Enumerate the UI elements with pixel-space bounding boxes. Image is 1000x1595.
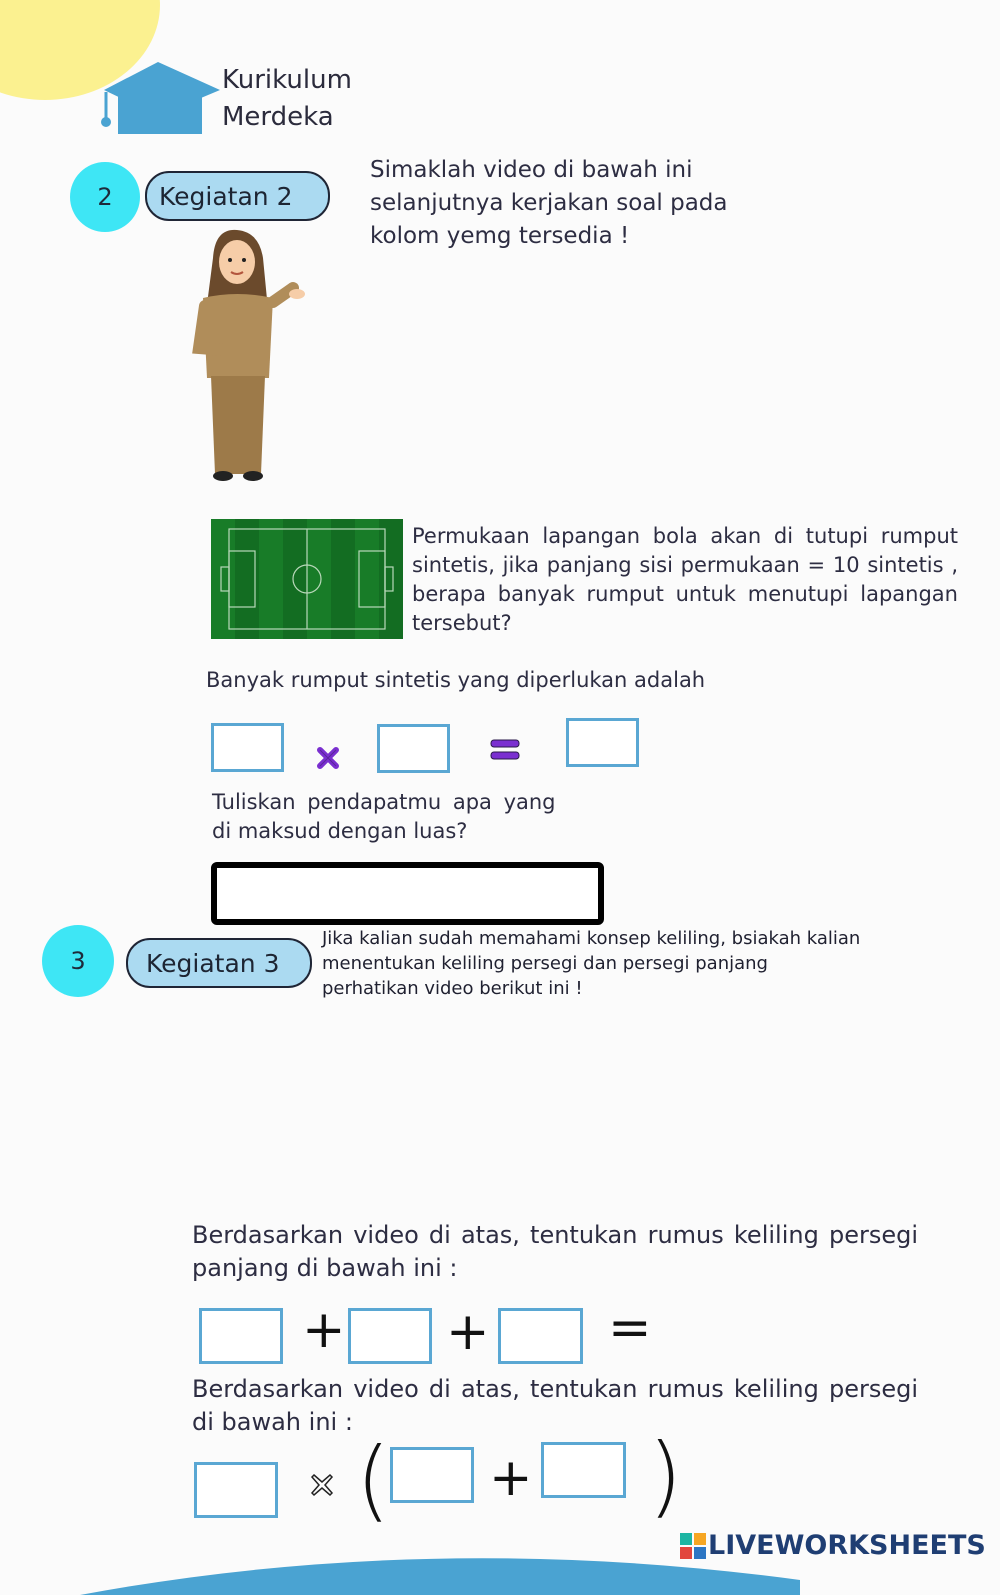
instruction-line-2: selanjutnya kerjakan soal pada: [370, 190, 728, 216]
liveworksheets-logo: [680, 1530, 986, 1561]
multiply-icon: [316, 746, 340, 770]
square-answer-box-1[interactable]: [194, 1462, 278, 1518]
plus-sign-3: +: [489, 1448, 533, 1508]
rect-answer-box-2[interactable]: [348, 1308, 432, 1364]
multiply-outline-icon: [309, 1472, 335, 1498]
liveworksheets-logo-text: LIVEWORKSHEETS: [708, 1530, 986, 1561]
brand-line-2: Merdeka: [222, 102, 334, 132]
instruction-line-1: Simaklah video di bawah ini: [370, 157, 693, 183]
answer-box-2[interactable]: [377, 724, 450, 773]
opinion-answer-field[interactable]: [211, 862, 604, 925]
plus-sign-2: +: [446, 1302, 490, 1362]
square-answer-box-2[interactable]: [390, 1447, 474, 1503]
plus-sign-1: +: [302, 1300, 346, 1360]
opinion-question: [212, 788, 556, 846]
equals-icon: [490, 738, 520, 762]
intro-line-2: menentukan keliling persegi dan persegi panjang: [322, 953, 768, 974]
football-field-image: [211, 519, 403, 639]
rectangle-perimeter-question: Berdasarkan video di atas, tentukan rumus keliling persegi panjang di bawah ini :: [192, 1221, 918, 1282]
brand-line-1: Kurikulum: [222, 65, 352, 95]
activity-2-instruction: [370, 154, 790, 253]
brand-title: [222, 62, 352, 136]
intro-line-1: Jika kalian sudah memahami konsep keliling, bsiakah kalian: [322, 928, 861, 949]
activity-2-number-badge: 2: [70, 162, 140, 232]
rect-answer-box-3[interactable]: [498, 1308, 583, 1364]
opinion-line-1: Tuliskan pendapatmu apa yang: [212, 790, 556, 814]
field-question-text: Permukaan lapangan bola akan di tutupi rumput sintetis, jika panjang sisi permukaan = 10 sintetis , berapa banyak rumput untuk menutupi lapangan tersebut?: [412, 524, 958, 635]
activity-3-intro: [322, 926, 882, 1001]
activity-3-number-badge: 3: [42, 925, 114, 997]
intro-line-3: perhatikan video berikut ini !: [322, 978, 583, 999]
square-perimeter-question: Berdasarkan video di atas, tentukan rumus keliling persegi di bawah ini :: [192, 1375, 918, 1436]
opinion-line-2: di maksud dengan luas?: [212, 819, 468, 843]
square-answer-box-3[interactable]: [541, 1442, 626, 1498]
liveworksheets-logo-icon: [680, 1533, 706, 1559]
equals-sign: =: [608, 1298, 652, 1358]
instruction-line-3: kolom yemg tersedia !: [370, 223, 630, 249]
result-label: Banyak rumput sintetis yang diperlukan adalah: [206, 668, 706, 692]
open-parenthesis: (: [356, 1428, 391, 1531]
graduation-cap-icon: [96, 62, 222, 137]
close-parenthesis: ): [648, 1424, 683, 1527]
answer-box-3[interactable]: [566, 718, 639, 767]
answer-box-1[interactable]: [211, 723, 284, 772]
rect-answer-box-1[interactable]: [199, 1308, 283, 1364]
activity-2-label: Kegiatan 2: [145, 171, 330, 221]
teacher-illustration: [185, 228, 315, 484]
activity-3-label: Kegiatan 3: [126, 938, 312, 988]
